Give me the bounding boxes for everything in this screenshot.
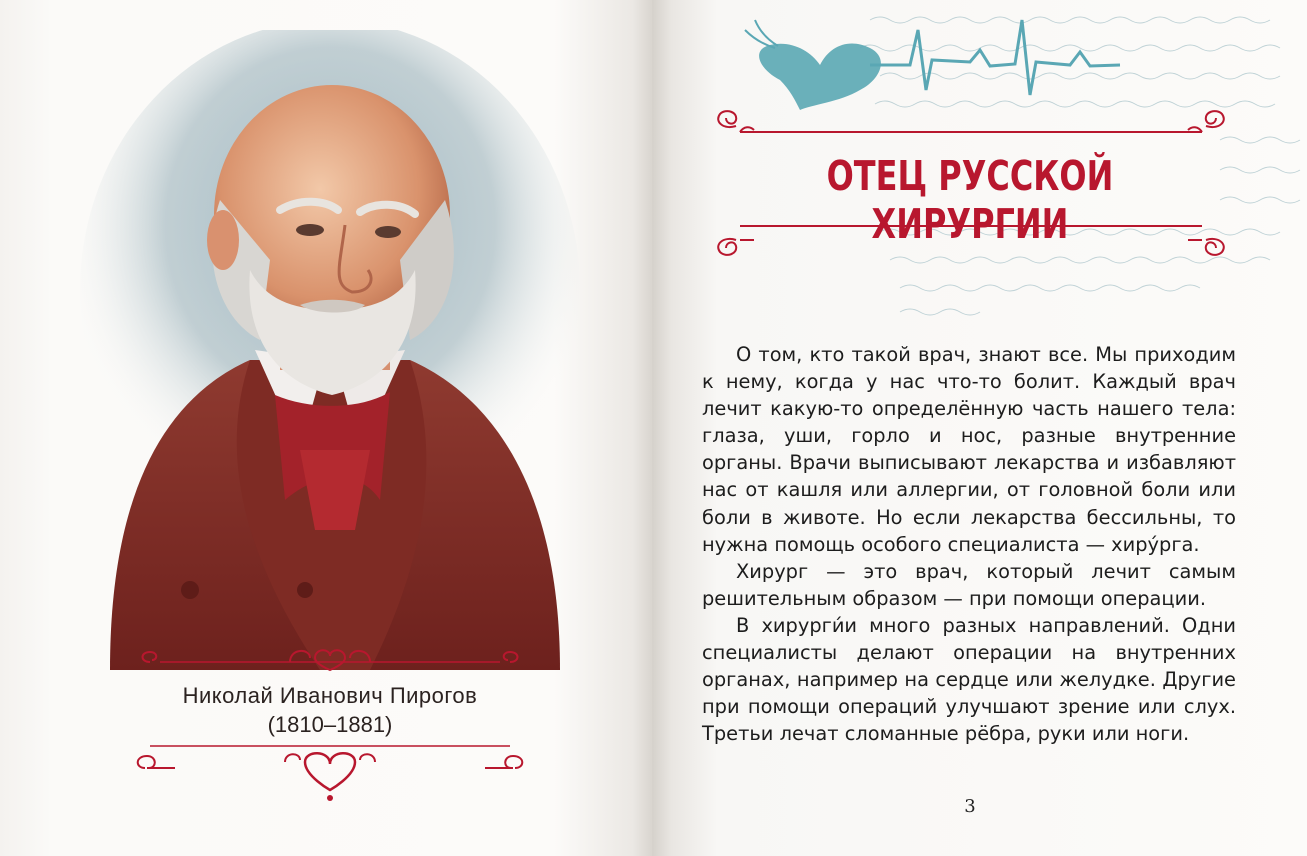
paragraph-3: В хирурги́и много разных направлений. Одни специалисты делают операции на внутренних органах, например на сердце или желудке. Другие при помощи операций улучшают зрение или слух. Третьи лечат сломанные рёбра, руки или ноги. xyxy=(702,613,1236,746)
caption-ornament-bottom xyxy=(135,738,525,804)
paragraph-1: О том, кто такой врач, знают все. Мы приходим к нему, когда у нас что-то болит. Каждый врач лечит какую-то определённую часть нашего тела: глаза, уши, горло и нос, разные внутренние органы. Врачи выписывают лекарства и избавляют нас от кашля или аллергии, от головной боли или боли в животе. Но если лекарства бессильны, то нужна помощь особого специалиста — хиру́рга. xyxy=(702,343,1236,556)
page-title: ОТЕЦ РУССКОЙ ХИРУРГИИ xyxy=(826,152,1114,248)
body-text xyxy=(702,341,1236,747)
portrait-caption-years: (1810–1881) xyxy=(267,712,393,737)
portrait-illustration xyxy=(70,30,590,730)
portrait-caption-name: Николай Иванович Пирогов xyxy=(182,683,478,708)
title-ornament-top xyxy=(710,106,1232,136)
caption-ornament-top xyxy=(140,640,520,672)
left-page xyxy=(0,0,652,856)
paragraph-2: Хирург — это врач, который лечит самым решительным образом — при помощи операции. xyxy=(702,559,1236,610)
page-number: 3 xyxy=(964,796,976,817)
title-ornament-bottom xyxy=(710,222,1232,258)
heart-ecg-illustration xyxy=(740,10,1140,120)
